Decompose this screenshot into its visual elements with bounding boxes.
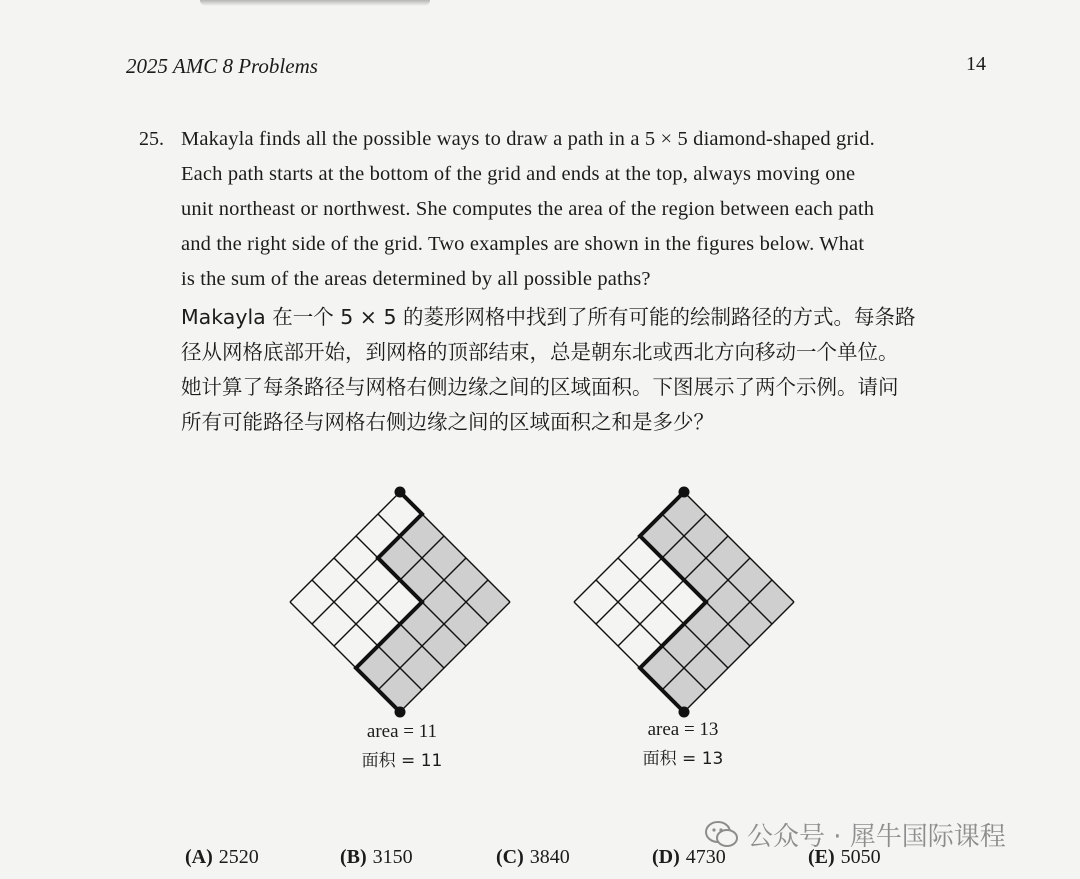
problem-text-chinese [181,300,1001,440]
english-line: and the right side of the grid. Two examples are shown in the figures below. What [181,233,865,255]
figure-1-area-label: area = 11 [366,721,438,742]
english-line: is the sum of the areas determined by all possible paths? [181,268,651,290]
choice-b[interactable]: (B) 3150 [340,846,413,868]
chinese-line: 她计算了每条路径与网格右侧边缘之间的区域面积。下图展示了两个示例。请问 [181,375,899,399]
watermark-text: 公众号 · 犀牛国际课程 [747,822,1006,852]
problem-text-english [181,122,1001,297]
choice-a[interactable]: (A) 2520 [185,846,259,868]
path-end-dot [679,487,690,498]
path-start-dot [395,707,406,718]
figure-1-area-label-zh: 面积 = 11 [361,751,443,771]
grid-line [290,492,400,602]
english-line: Each path starts at the bottom of the grid and ends at the top, always moving one [181,163,856,185]
problem-number: 25. [139,128,164,150]
wechat-icon [705,820,739,850]
page-top-shadow [200,0,430,6]
figure-2-area-label-zh: 面积 = 13 [642,749,724,769]
figure-diamond-grid-2 [564,482,804,722]
choice-d[interactable]: (D) 4730 [652,846,726,868]
choice-c[interactable]: (C) 3840 [496,846,570,868]
choice-e[interactable]: (E) 5050 [808,846,881,868]
english-line: Makayla finds all the possible ways to draw a path in a 5 × 5 diamond-shaped grid. [181,128,875,150]
chinese-line: 所有可能路径与网格右侧边缘之间的区域面积之和是多少？ [181,410,714,434]
page-number: 14 [966,53,986,75]
chinese-line: Makayla 在一个 5 × 5 的菱形网格中找到了所有可能的绘制路径的方式。每条路 [181,305,916,329]
chinese-line: 径从网格底部开始，到网格的顶部结束，总是朝东北或西北方向移动一个单位。 [181,340,899,364]
figure-diamond-grid-1 [280,482,520,722]
english-line: unit northeast or northwest. She computes the area of the region between each path [181,198,875,220]
path-end-dot [395,487,406,498]
page-header-title: 2025 AMC 8 Problems [126,54,318,78]
path-start-dot [679,707,690,718]
figure-2-area-label: area = 13 [647,719,719,740]
